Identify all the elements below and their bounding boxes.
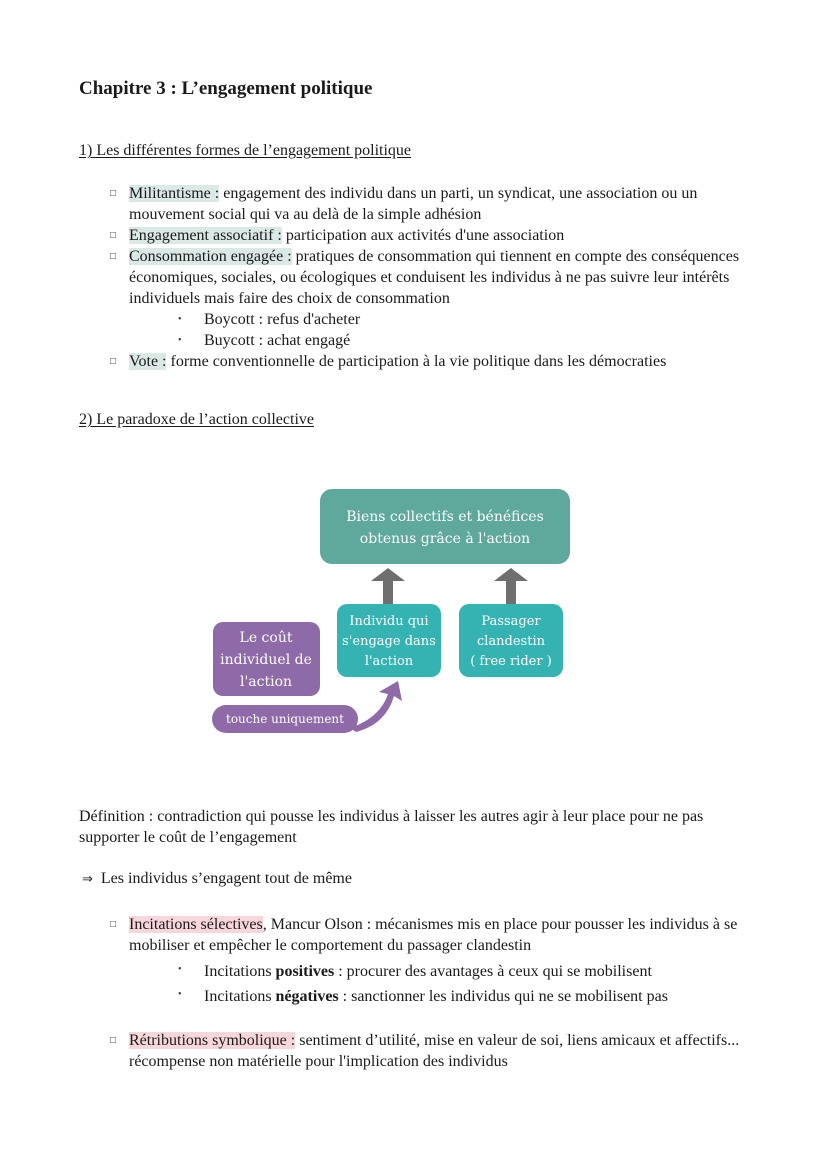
retributions-block <box>79 1030 769 1072</box>
dot-bullet-icon: • <box>178 989 182 1000</box>
free-rider-line-3: ( free rider ) <box>470 654 552 669</box>
section-2-heading: 2) Le paradoxe de l’action collective <box>79 411 314 428</box>
individual-cost-line-1: Le coût <box>239 630 293 646</box>
square-bullet-icon: □ <box>110 251 117 262</box>
subitem-boycott: • Boycott : refus d'acheter <box>178 311 361 328</box>
collective-goods-line-2: obtenus grâce à l'action <box>359 531 531 547</box>
implies-arrow-icon: ⇒ <box>82 872 93 887</box>
definition-retributions: sentiment d’utilité, mise en valeur de soi, liens amicaux et affectifs... récompense non matérielle pour l'implication des individus <box>129 1032 740 1070</box>
term-retributions: Rétributions symbolique : <box>129 1032 296 1049</box>
definition-incitations: , Mancur Olson : mécanismes mis en place pour pousser les individus à se mobiliser et empêcher le comportement du passager clandestin <box>129 916 738 954</box>
boycott-sublist <box>79 309 769 351</box>
engaged-individual-line-2: s'engage dans <box>342 634 436 649</box>
curved-arrow-icon <box>350 681 402 732</box>
list-item-vote <box>79 351 769 372</box>
page-title: Chapitre 3 : L’engagement politique <box>79 78 373 99</box>
forms-list-block <box>79 183 769 372</box>
term-incitations: Incitations sélectives <box>129 916 263 933</box>
free-rider-line-2: clandestin <box>476 634 546 649</box>
definition-vote: forme conventionnelle de participation à la vie politique dans les démocraties <box>166 353 667 370</box>
touch-only-label: touche uniquement <box>226 712 344 726</box>
collective-goods-line-1: Biens collectifs et bénéfices <box>346 509 544 525</box>
arrow-up-icon <box>494 568 528 604</box>
incitations-block <box>79 914 769 1009</box>
definition-consommation-engagee: pratiques de consommation qui tiennent en compte des conséquences économiques, sociales, ou écologiques et conduisent les individus à ne pas suivre leur intérêts individuels mais faire des choix de consommation <box>129 248 740 307</box>
definition-paragraph: Définition : contradiction qui pousse les individus à laisser les autres agir à leur place pour ne pas supporter le coût de l’engagement <box>79 808 704 846</box>
collective-goods-box <box>320 489 570 564</box>
engaged-individual-line-1: Individu qui <box>349 614 429 629</box>
dot-bullet-icon: • <box>178 314 182 325</box>
incitations-sublist <box>79 959 769 1009</box>
subitem-negative: • Incitations négatives : sanctionner les individus qui ne se mobilisent pas <box>79 984 769 1009</box>
subitem-buycott: • Buycott : achat engagé <box>178 332 351 349</box>
incitations-list <box>79 914 769 1009</box>
retributions-list <box>79 1030 769 1072</box>
conclusion-text: Les individus s’engagent tout de même <box>100 870 352 887</box>
forms-list <box>79 183 769 372</box>
list-item-incitations <box>79 914 769 1009</box>
square-bullet-icon: □ <box>110 356 117 367</box>
individual-cost-line-2: individuel de <box>220 652 312 668</box>
definition-militantisme: engagement des individu dans un parti, un syndicat, une association ou un mouvement social qui va au delà de la simple adhésion <box>129 185 698 223</box>
list-item-militantisme <box>79 183 769 225</box>
collective-action-diagram <box>0 480 828 780</box>
term-militantisme: Militantisme : <box>129 185 220 202</box>
list-item-engagement-associatif <box>79 225 769 246</box>
free-rider-line-1: Passager <box>481 614 541 629</box>
term-engagement-associatif: Engagement associatif : <box>129 227 282 244</box>
square-bullet-icon: □ <box>110 188 117 199</box>
term-consommation-engagee: Consommation engagée : <box>129 248 292 265</box>
subitem-positive: • Incitations positives : procurer des avantages à ceux qui se mobilisent <box>79 959 769 984</box>
definition-engagement-associatif: participation aux activités d'une association <box>281 227 565 244</box>
arrow-up-icon <box>371 568 405 604</box>
list-item-retributions <box>79 1030 769 1072</box>
term-vote: Vote : <box>129 353 167 370</box>
dot-bullet-icon: • <box>178 964 182 975</box>
dot-bullet-icon: • <box>178 335 182 346</box>
conclusion-line <box>82 868 352 890</box>
section-1-heading: 1) Les différentes formes de l’engagement politique <box>79 142 412 159</box>
list-item-consommation-engagee <box>79 246 769 351</box>
individual-cost-line-3: l'action <box>239 674 293 690</box>
square-bullet-icon: □ <box>110 230 117 241</box>
square-bullet-icon: □ <box>110 919 117 930</box>
engaged-individual-line-3: l'action <box>364 654 414 669</box>
square-bullet-icon: □ <box>110 1035 117 1046</box>
